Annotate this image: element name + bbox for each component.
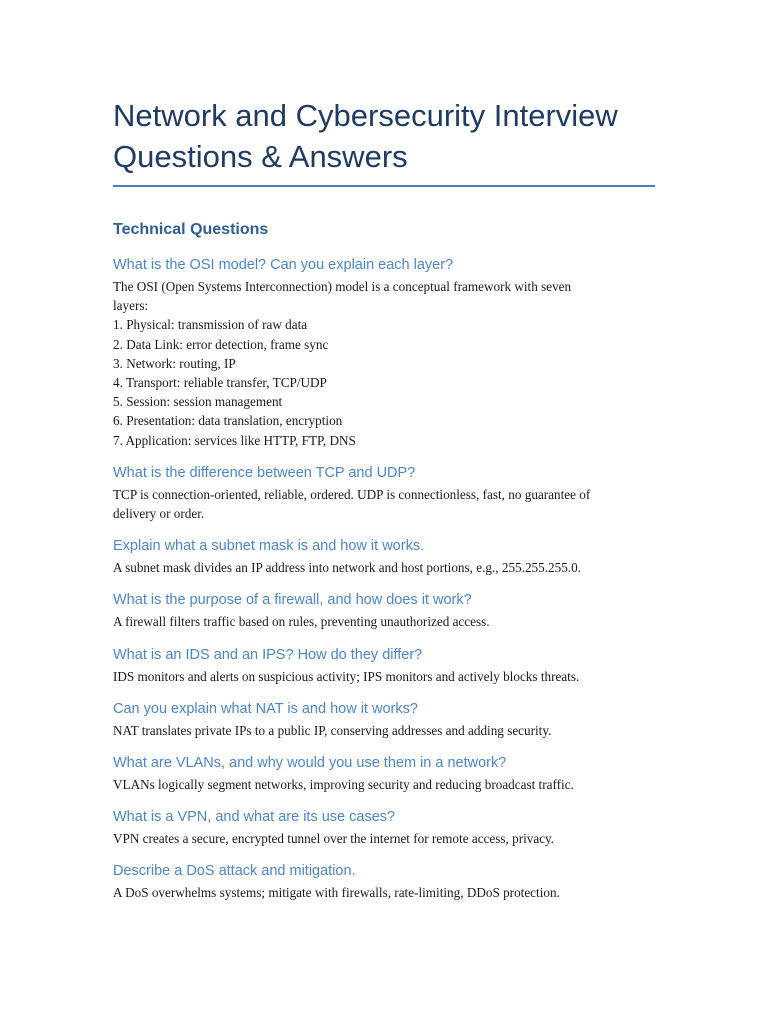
question-heading: What are VLANs, and why would you use them in a network?: [113, 755, 507, 772]
answer-line: 4. Transport: reliable transfer, TCP/UDP: [113, 375, 327, 391]
qa-item: [113, 590, 655, 631]
answer-text: [113, 558, 655, 577]
answer-line: 6. Presentation: data translation, encryption: [113, 413, 343, 429]
qa-item: [113, 753, 655, 794]
question-heading: What is a VPN, and what are its use cases?: [113, 809, 396, 826]
question-heading: Describe a DoS attack and mitigation.: [113, 863, 356, 880]
answer-line: 5. Session: session management: [113, 394, 283, 410]
question-heading: Explain what a subnet mask is and how it works.: [113, 538, 425, 555]
question-heading: What is the purpose of a firewall, and how does it work?: [113, 592, 472, 609]
answer-text: [113, 721, 655, 740]
question-heading: What is the difference between TCP and UDP?: [113, 464, 416, 481]
question-heading: What is the OSI model? Can you explain each layer?: [113, 257, 454, 273]
answer-line: 7. Application: services like HTTP, FTP, DNS: [113, 432, 356, 448]
answer-line: The OSI (Open Systems Interconnection) model is a conceptual framework with seven: [113, 279, 572, 294]
qa-item: [113, 255, 655, 450]
qa-list: [113, 255, 655, 903]
answer-line: VLANs logically segment networks, improving security and reducing broadcast traffic.: [113, 777, 574, 793]
document-page: [113, 95, 655, 916]
document-title-line-1: Network and Cybersecurity Interview: [113, 98, 618, 133]
document-title-line-2: Questions & Answers: [113, 139, 408, 174]
answer-line: TCP is connection-oriented, reliable, ordered. UDP is connectionless, fast, no guarantee of: [113, 486, 591, 502]
answer-line: VPN creates a secure, encrypted tunnel over the internet for remote access, privacy.: [113, 831, 555, 847]
qa-item: [113, 645, 655, 686]
qa-item: [113, 807, 655, 848]
question-heading: What is an IDS and an IPS? How do they differ?: [113, 646, 423, 663]
answer-line: A firewall filters traffic based on rules, preventing unauthorized access.: [113, 614, 490, 630]
answer-text: [113, 277, 655, 450]
answer-line: layers:: [113, 298, 149, 314]
answer-text: [113, 612, 655, 631]
answer-text: [113, 883, 655, 902]
answer-line: NAT translates private IPs to a public IP, conserving addresses and adding security.: [113, 722, 552, 738]
answer-line: delivery or order.: [113, 506, 205, 522]
qa-item: [113, 463, 655, 523]
answer-line: IDS monitors and alerts on suspicious activity; IPS monitors and actively blocks threats.: [113, 668, 580, 684]
qa-item: [113, 536, 655, 577]
document-title: [113, 95, 655, 181]
answer-text: [113, 485, 655, 523]
answer-text: [113, 667, 655, 686]
qa-item: [113, 861, 655, 902]
answer-text: [113, 829, 655, 848]
answer-line: 2. Data Link: error detection, frame sync: [113, 336, 329, 352]
section-heading: Technical Questions: [113, 221, 269, 238]
title-underline: [113, 185, 655, 187]
answer-line: 3. Network: routing, IP: [113, 355, 236, 371]
answer-text: [113, 775, 655, 794]
answer-line: A DoS overwhelms systems; mitigate with firewalls, rate-limiting, DDoS protection.: [113, 885, 560, 901]
answer-line: 1. Physical: transmission of raw data: [113, 317, 308, 333]
qa-item: [113, 699, 655, 740]
answer-line: A subnet mask divides an IP address into network and host portions, e.g., 255.255.255.0.: [113, 560, 581, 576]
question-heading: Can you explain what NAT is and how it works?: [113, 700, 418, 717]
